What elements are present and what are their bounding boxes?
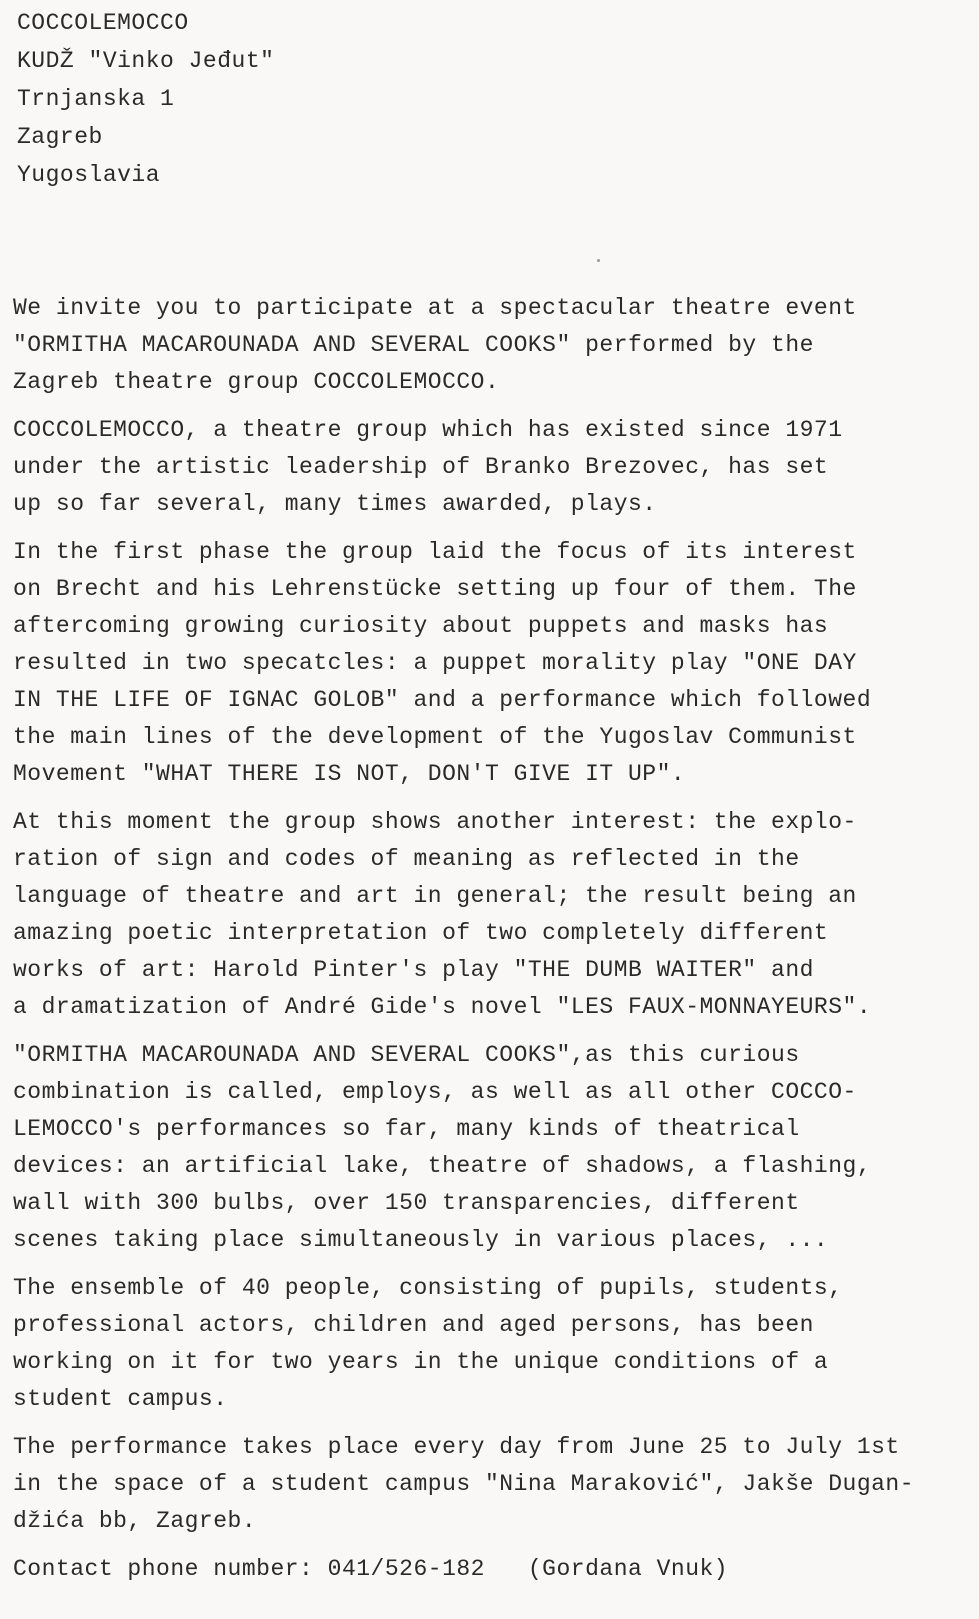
text-line: amazing poetic interpretation of two completely different <box>13 920 829 946</box>
text-line: student campus. <box>13 1386 228 1412</box>
sender-address <box>17 4 274 194</box>
text-line: scenes taking place simultaneously in various places, ... <box>13 1227 829 1253</box>
text-line: The performance takes place every day from June 25 to July 1st <box>13 1434 900 1460</box>
address-line: KUDŽ "Vinko Jeđut" <box>17 48 275 74</box>
address-line: Zagreb <box>17 124 103 150</box>
text-line: under the artistic leadership of Branko Brezovec, has set <box>13 454 829 480</box>
text-line: devices: an artificial lake, theatre of shadows, a flashing, <box>13 1153 872 1179</box>
text-line: working on it for two years in the unique conditions of a <box>13 1349 829 1375</box>
address-line: Trnjanska 1 <box>17 86 175 112</box>
text-line: in the space of a student campus "Nina Maraković", Jakše Dugan- <box>13 1471 915 1497</box>
letter-body <box>13 290 973 1588</box>
text-line: We invite you to participate at a spectacular theatre event <box>13 295 857 321</box>
text-line: professional actors, children and aged persons, has been <box>13 1312 814 1338</box>
text-line: In the first phase the group laid the focus of its interest <box>13 539 857 565</box>
text-line: ration of sign and codes of meaning as reflected in the <box>13 846 800 872</box>
text-line: "ORMITHA MACAROUNADA AND SEVERAL COOKS",as this curious <box>13 1042 800 1068</box>
text-line: a dramatization of André Gide's novel "LES FAUX-MONNAYEURS". <box>13 994 872 1020</box>
paper-speck <box>597 259 600 262</box>
address-line: Yugoslavia <box>17 162 161 188</box>
text-line: up so far several, many times awarded, plays. <box>13 491 657 517</box>
paragraph-list <box>13 290 973 1540</box>
text-line: COCCOLEMOCCO, a theatre group which has existed since 1971 <box>13 417 843 443</box>
paragraph <box>13 804 973 1026</box>
text-line: Movement "WHAT THERE IS NOT, DON'T GIVE IT UP". <box>13 761 686 787</box>
paragraph <box>13 412 973 523</box>
text-line: IN THE LIFE OF IGNAC GOLOB" and a performance which followed <box>13 687 872 713</box>
text-line: LEMOCCO's performances so far, many kinds of theatrical <box>13 1116 800 1142</box>
text-line: on Brecht and his Lehrenstücke setting up four of them. The <box>13 576 857 602</box>
text-line: works of art: Harold Pinter's play "THE DUMB WAITER" and <box>13 957 814 983</box>
text-line: At this moment the group shows another interest: the explo- <box>13 809 857 835</box>
text-line: resulted in two specatcles: a puppet morality play "ONE DAY <box>13 650 857 676</box>
text-line: "ORMITHA MACAROUNADA AND SEVERAL COOKS" performed by the <box>13 332 814 358</box>
paragraph <box>13 1270 973 1418</box>
paragraph <box>13 1429 973 1540</box>
text-line: džića bb, Zagreb. <box>13 1508 257 1534</box>
paragraph <box>13 1037 973 1259</box>
text-line: the main lines of the development of the Yugoslav Communist <box>13 724 857 750</box>
paragraph <box>13 534 973 793</box>
contact-line: Contact phone number: 041/526-182 (Gordana Vnuk) <box>13 1556 729 1582</box>
text-line: The ensemble of 40 people, consisting of pupils, students, <box>13 1275 843 1301</box>
text-line: language of theatre and art in general; the result being an <box>13 883 857 909</box>
text-line: aftercoming growing curiosity about puppets and masks has <box>13 613 829 639</box>
text-line: Zagreb theatre group COCCOLEMOCCO. <box>13 369 500 395</box>
text-line: wall with 300 bulbs, over 150 transparencies, different <box>13 1190 800 1216</box>
text-line: combination is called, employs, as well as all other COCCO- <box>13 1079 857 1105</box>
paragraph <box>13 290 973 401</box>
address-line: COCCOLEMOCCO <box>17 10 189 36</box>
